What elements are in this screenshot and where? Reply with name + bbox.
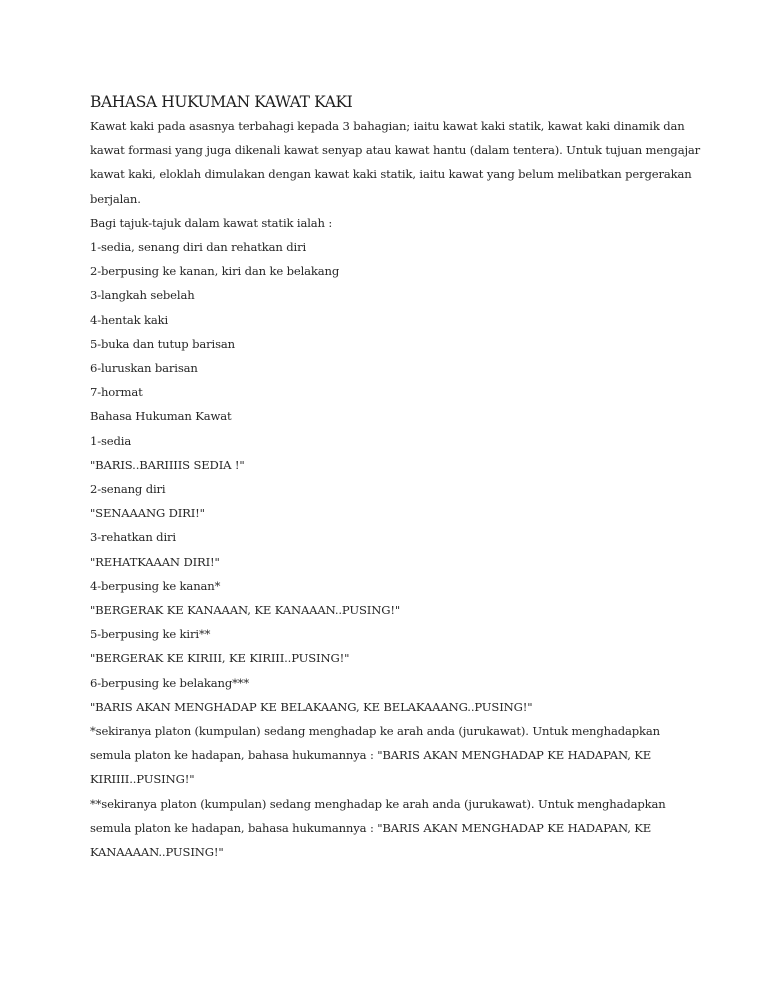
document-line: 5-buka dan tutup barisan [90,336,235,351]
document-line: KIRIIII..PUSING!" [90,772,195,787]
document-line: *sekiranya platon (kumpulan) sedang menghadap ke arah anda (jurukawat). Untuk menghadapkan [90,724,660,739]
document-line: "SENAAANG DIRI!" [90,506,205,521]
document-line: 2-senang diri [90,482,166,497]
document-line: berjalan. [90,191,141,206]
document-line: "BARIS AKAN MENGHADAP KE BELAKAANG, KE BELAKAAANG..PUSING!" [90,699,533,714]
document-line: 2-berpusing ke kanan, kiri dan ke belakang [90,264,340,279]
document-line: 1-sedia, senang diri dan rehatkan diri [90,240,307,255]
document-line: **sekiranya platon (kumpulan) sedang menghadap ke arah anda (jurukawat). Untuk menghadapkan [90,796,666,811]
document-body [90,114,701,864]
document-title: BAHASA HUKUMAN KAWAT KAKI [90,93,353,111]
document-line: semula platon ke hadapan, bahasa hukumannya : "BARIS AKAN MENGHADAP KE HADAPAN, KE [90,820,652,835]
document-line: "REHATKAAAN DIRI!" [90,554,220,569]
document-line: "BARIS..BARIIIIS SEDIA !" [90,457,245,472]
document-line: "BERGERAK KE KANAAAN, KE KANAAAN..PUSING!" [90,603,401,618]
document-line: 6-berpusing ke belakang*** [90,675,250,690]
document-line: 1-sedia [90,433,132,448]
document-line: kawat kaki, eloklah dimulakan dengan kawat kaki statik, iaitu kawat yang belum melibatkan pergerakan [90,167,692,182]
document-line: Bagi tajuk-tajuk dalam kawat statik ialah : [90,215,333,230]
document-line: 5-berpusing ke kiri** [90,627,211,642]
document-line: KANAAAAN..PUSING!" [90,845,224,860]
document-line: Bahasa Hukuman Kawat [90,409,232,424]
document-line: 7-hormat [90,385,143,400]
document-line: 3-rehatkan diri [90,530,176,545]
document-line: "BERGERAK KE KIRIII, KE KIRIII..PUSING!" [90,651,350,666]
document-line: kawat formasi yang juga dikenali kawat senyap atau kawat hantu (dalam tentera). Untuk tujuan mengajar [90,143,701,158]
document-line: 4-hentak kaki [90,312,169,327]
document-line: 4-berpusing ke kanan* [90,578,221,593]
document-line: Kawat kaki pada asasnya terbahagi kepada 3 bahagian; iaitu kawat kaki statik, kawat kaki dinamik dan [90,119,685,133]
document-page [90,92,701,864]
document-line: semula platon ke hadapan, bahasa hukumannya : "BARIS AKAN MENGHADAP KE HADAPAN, KE [90,748,652,763]
document-line: 3-langkah sebelah [90,288,195,303]
document-line: 6-luruskan barisan [90,361,198,376]
